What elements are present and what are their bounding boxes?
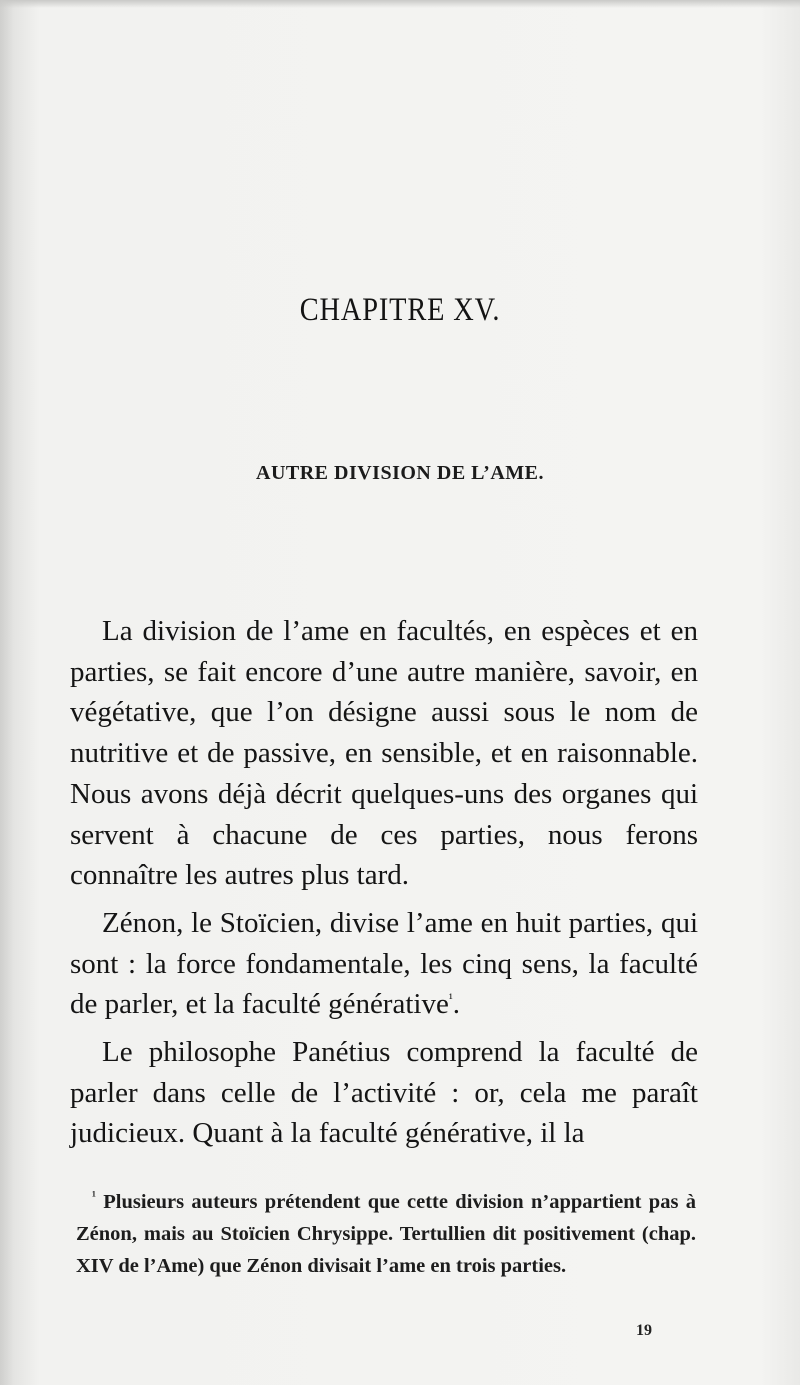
footnote-reference: ¹ (448, 990, 453, 1006)
footnote-marker: ¹ (92, 1188, 96, 1204)
footnote-text: Plusieurs auteurs prétendent que cette division n’appartient pas à Zénon, mais au Stoïcien Chrysippe. Tertullien dit positivement (chap. XIV de l’Ame) que Zénon divisait l’ame en trois parties. (76, 1191, 696, 1277)
footnote (76, 1186, 696, 1282)
paragraph-2 (70, 903, 698, 1025)
paragraph-1: La division de l’ame en facultés, en espèces et en parties, se fait encore d’une autre manière, savoir, en végétative, que l’on désigne aussi sous le nom de nutritive et de passive, en sensible, et en raisonnable. Nous avons déjà décrit quelques-uns des organes qui servent à chacune de ces parties, nous ferons connaître les autres plus tard. (70, 615, 698, 892)
chapter-subtitle: AUTRE DIVISION DE L’AME. (256, 462, 544, 484)
body-text (70, 611, 698, 1154)
signature-mark: 19 (636, 1322, 652, 1339)
paragraph-2-text: Zénon, le Stoïcien, divise l’ame en huit parties, qui sont : la force fondamentale, les cinq sens, la faculté de parler, et la faculté générative (70, 906, 698, 1021)
page-top-edge (0, 0, 800, 8)
chapter-title: CHAPITRE XV. (299, 292, 501, 328)
paragraph-3: Le philosophe Panétius comprend la faculté de parler dans celle de l’activité : or, cela me paraît judicieux. Quant à la faculté générative, il la (70, 1036, 698, 1150)
paragraph-2-end: . (452, 988, 460, 1021)
